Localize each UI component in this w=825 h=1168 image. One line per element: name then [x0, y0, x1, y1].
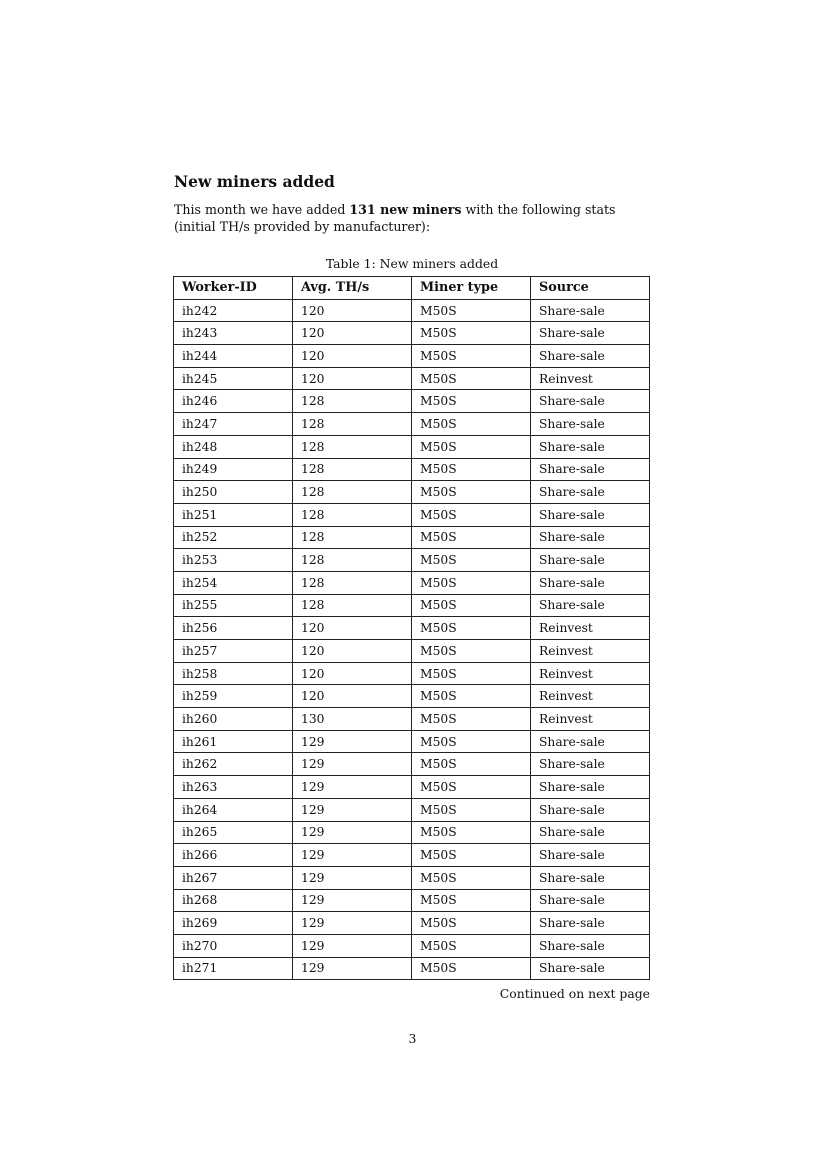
avg-ths-cell: 120 — [293, 662, 412, 685]
avg-ths-cell: 128 — [293, 503, 412, 526]
source-cell: Share-sale — [531, 957, 650, 980]
worker-id-cell: ih260 — [174, 708, 293, 731]
avg-ths-cell: 120 — [293, 299, 412, 322]
avg-ths-cell: 128 — [293, 413, 412, 436]
worker-id-cell: ih245 — [174, 367, 293, 390]
miner-type-cell: M50S — [412, 866, 531, 889]
worker-id-cell: ih242 — [174, 299, 293, 322]
miner-type-cell: M50S — [412, 844, 531, 867]
miner-type-cell: M50S — [412, 821, 531, 844]
source-cell: Reinvest — [531, 662, 650, 685]
avg-ths-cell: 129 — [293, 934, 412, 957]
worker-id-cell: ih264 — [174, 798, 293, 821]
source-cell: Reinvest — [531, 367, 650, 390]
source-cell: Share-sale — [531, 299, 650, 322]
source-cell: Share-sale — [531, 526, 650, 549]
miner-type-cell: M50S — [412, 481, 531, 504]
miner-type-cell: M50S — [412, 571, 531, 594]
source-cell: Reinvest — [531, 640, 650, 663]
avg-ths-cell: 128 — [293, 594, 412, 617]
table-row — [174, 549, 650, 572]
miner-type-cell: M50S — [412, 549, 531, 572]
table-row — [174, 866, 650, 889]
worker-id-cell: ih248 — [174, 435, 293, 458]
source-cell: Share-sale — [531, 549, 650, 572]
section-title: New miners added — [174, 172, 335, 191]
avg-ths-cell: 128 — [293, 526, 412, 549]
table-row — [174, 571, 650, 594]
miner-type-cell: M50S — [412, 957, 531, 980]
intro-bold-count: 131 new miners — [349, 202, 462, 217]
table-row — [174, 458, 650, 481]
source-cell: Share-sale — [531, 458, 650, 481]
table-row — [174, 821, 650, 844]
worker-id-cell: ih255 — [174, 594, 293, 617]
source-cell: Share-sale — [531, 798, 650, 821]
miner-type-cell: M50S — [412, 345, 531, 368]
miner-type-cell: M50S — [412, 798, 531, 821]
source-cell: Share-sale — [531, 435, 650, 458]
header-worker-id: Worker-ID — [174, 277, 293, 300]
avg-ths-cell: 120 — [293, 640, 412, 663]
source-cell: Share-sale — [531, 866, 650, 889]
avg-ths-cell: 129 — [293, 889, 412, 912]
intro-prefix: This month we have added — [174, 202, 350, 217]
miner-type-cell: M50S — [412, 503, 531, 526]
table-row — [174, 617, 650, 640]
table-caption: Table 1: New miners added — [325, 256, 499, 271]
avg-ths-cell: 129 — [293, 798, 412, 821]
source-cell: Share-sale — [531, 390, 650, 413]
avg-ths-cell: 128 — [293, 458, 412, 481]
table-row — [174, 730, 650, 753]
header-source: Source — [531, 277, 650, 300]
worker-id-cell: ih261 — [174, 730, 293, 753]
source-cell: Share-sale — [531, 889, 650, 912]
source-cell: Share-sale — [531, 844, 650, 867]
source-cell: Share-sale — [531, 912, 650, 935]
avg-ths-cell: 120 — [293, 345, 412, 368]
avg-ths-cell: 129 — [293, 866, 412, 889]
source-cell: Share-sale — [531, 821, 650, 844]
miner-type-cell: M50S — [412, 912, 531, 935]
avg-ths-cell: 120 — [293, 685, 412, 708]
miner-type-cell: M50S — [412, 730, 531, 753]
table-row — [174, 367, 650, 390]
source-cell: Share-sale — [531, 776, 650, 799]
avg-ths-cell: 129 — [293, 730, 412, 753]
worker-id-cell: ih249 — [174, 458, 293, 481]
avg-ths-cell: 120 — [293, 617, 412, 640]
source-cell: Share-sale — [531, 481, 650, 504]
page-number: 3 — [408, 1031, 417, 1046]
avg-ths-cell: 129 — [293, 844, 412, 867]
worker-id-cell: ih252 — [174, 526, 293, 549]
table-row — [174, 957, 650, 980]
miner-type-cell: M50S — [412, 322, 531, 345]
miner-type-cell: M50S — [412, 594, 531, 617]
table-row — [174, 435, 650, 458]
miner-type-cell: M50S — [412, 640, 531, 663]
miner-type-cell: M50S — [412, 662, 531, 685]
worker-id-cell: ih259 — [174, 685, 293, 708]
worker-id-cell: ih266 — [174, 844, 293, 867]
miner-type-cell: M50S — [412, 367, 531, 390]
miner-type-cell: M50S — [412, 889, 531, 912]
table-row — [174, 390, 650, 413]
table-body — [174, 299, 650, 980]
avg-ths-cell: 128 — [293, 435, 412, 458]
worker-id-cell: ih267 — [174, 866, 293, 889]
avg-ths-cell: 120 — [293, 367, 412, 390]
table-row — [174, 322, 650, 345]
source-cell: Share-sale — [531, 571, 650, 594]
avg-ths-cell: 129 — [293, 912, 412, 935]
source-cell: Share-sale — [531, 345, 650, 368]
table-row — [174, 503, 650, 526]
worker-id-cell: ih251 — [174, 503, 293, 526]
worker-id-cell: ih253 — [174, 549, 293, 572]
table-row — [174, 708, 650, 731]
miner-type-cell: M50S — [412, 776, 531, 799]
table-header-row — [174, 277, 650, 300]
avg-ths-cell: 129 — [293, 753, 412, 776]
worker-id-cell: ih254 — [174, 571, 293, 594]
worker-id-cell: ih265 — [174, 821, 293, 844]
header-miner-type: Miner type — [412, 277, 531, 300]
miner-type-cell: M50S — [412, 617, 531, 640]
table-row — [174, 662, 650, 685]
avg-ths-cell: 128 — [293, 549, 412, 572]
table-row — [174, 889, 650, 912]
source-cell: Reinvest — [531, 617, 650, 640]
table-row — [174, 481, 650, 504]
table-row — [174, 776, 650, 799]
table-row — [174, 753, 650, 776]
miner-type-cell: M50S — [412, 299, 531, 322]
miner-type-cell: M50S — [412, 685, 531, 708]
source-cell: Share-sale — [531, 594, 650, 617]
avg-ths-cell: 128 — [293, 571, 412, 594]
avg-ths-cell: 128 — [293, 481, 412, 504]
worker-id-cell: ih258 — [174, 662, 293, 685]
worker-id-cell: ih256 — [174, 617, 293, 640]
miner-type-cell: M50S — [412, 708, 531, 731]
source-cell: Share-sale — [531, 322, 650, 345]
table-row — [174, 345, 650, 368]
source-cell: Share-sale — [531, 730, 650, 753]
table-row — [174, 299, 650, 322]
table-row — [174, 640, 650, 663]
source-cell: Reinvest — [531, 708, 650, 731]
worker-id-cell: ih247 — [174, 413, 293, 436]
miners-table — [173, 276, 650, 980]
miner-type-cell: M50S — [412, 435, 531, 458]
worker-id-cell: ih262 — [174, 753, 293, 776]
worker-id-cell: ih269 — [174, 912, 293, 935]
miner-type-cell: M50S — [412, 458, 531, 481]
table-row — [174, 934, 650, 957]
avg-ths-cell: 120 — [293, 322, 412, 345]
avg-ths-cell: 129 — [293, 821, 412, 844]
miner-type-cell: M50S — [412, 753, 531, 776]
avg-ths-cell: 130 — [293, 708, 412, 731]
avg-ths-cell: 128 — [293, 390, 412, 413]
miner-type-cell: M50S — [412, 934, 531, 957]
source-cell: Share-sale — [531, 934, 650, 957]
intro-suffix: with the following stats (initial TH/s provided by manufacturer): — [174, 202, 616, 234]
table-row — [174, 798, 650, 821]
table-row — [174, 413, 650, 436]
table-row — [174, 844, 650, 867]
worker-id-cell: ih243 — [174, 322, 293, 345]
worker-id-cell: ih270 — [174, 934, 293, 957]
worker-id-cell: ih263 — [174, 776, 293, 799]
avg-ths-cell: 129 — [293, 776, 412, 799]
worker-id-cell: ih244 — [174, 345, 293, 368]
source-cell: Share-sale — [531, 503, 650, 526]
worker-id-cell: ih250 — [174, 481, 293, 504]
source-cell: Share-sale — [531, 753, 650, 776]
table-row — [174, 526, 650, 549]
miner-type-cell: M50S — [412, 413, 531, 436]
table-row — [174, 685, 650, 708]
avg-ths-cell: 129 — [293, 957, 412, 980]
source-cell: Reinvest — [531, 685, 650, 708]
header-avg-ths: Avg. TH/s — [293, 277, 412, 300]
table-row — [174, 912, 650, 935]
worker-id-cell: ih257 — [174, 640, 293, 663]
worker-id-cell: ih271 — [174, 957, 293, 980]
intro-paragraph — [174, 201, 654, 235]
worker-id-cell: ih246 — [174, 390, 293, 413]
miner-type-cell: M50S — [412, 526, 531, 549]
worker-id-cell: ih268 — [174, 889, 293, 912]
continued-note: Continued on next page — [499, 986, 650, 1001]
miner-type-cell: M50S — [412, 390, 531, 413]
source-cell: Share-sale — [531, 413, 650, 436]
table-row — [174, 594, 650, 617]
